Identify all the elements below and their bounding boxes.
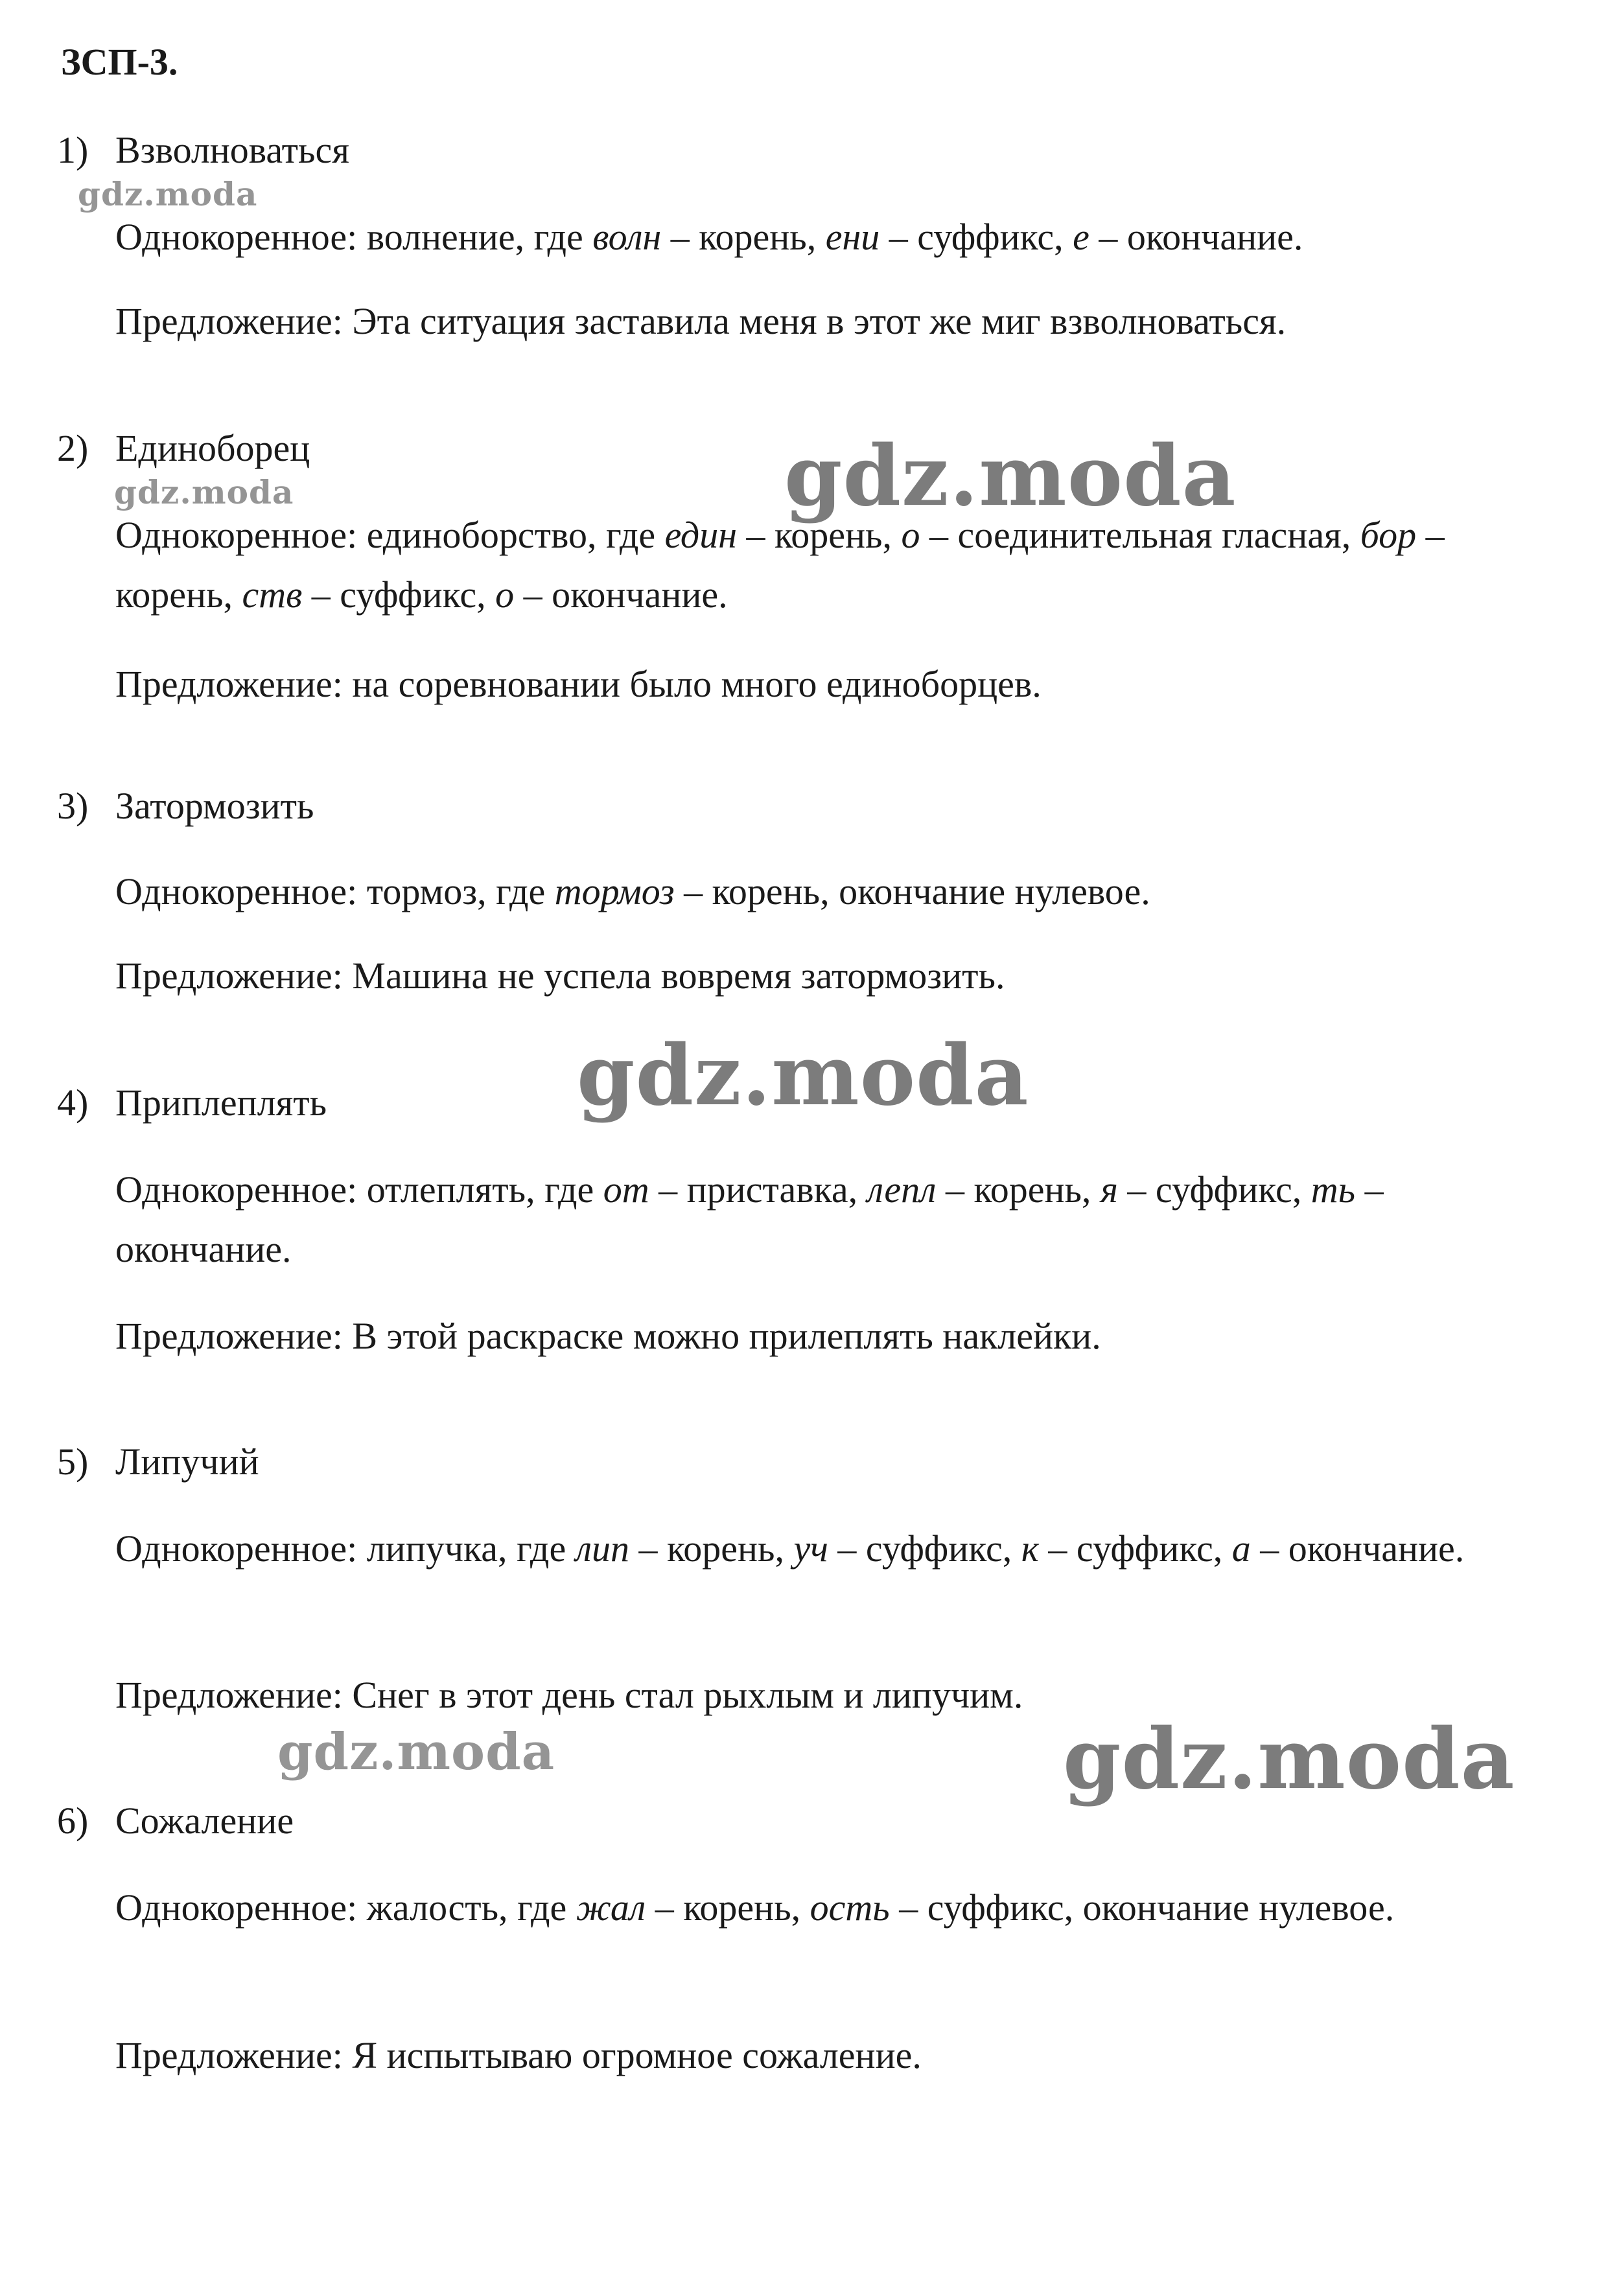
sentence-paragraph xyxy=(115,946,1561,1006)
morpheme: к xyxy=(1021,1527,1039,1570)
related-text: – суффикс, окончание нулевое. xyxy=(889,1886,1395,1929)
related-text: – окончание. xyxy=(514,574,728,616)
watermark: gdz.moda xyxy=(1063,1711,1515,1808)
morpheme: лепл xyxy=(867,1168,937,1211)
watermark: gdz.moda xyxy=(577,1027,1029,1124)
related-text: – окончание. xyxy=(1250,1527,1465,1570)
sentence-text: Эта ситуация заставила меня в этот же миг взволноваться. xyxy=(342,300,1287,342)
item-word: Сожаление xyxy=(115,1800,294,1842)
morpheme: ость xyxy=(810,1886,890,1929)
sentence-text: Машина не успела вовремя затормозить. xyxy=(342,955,1005,997)
related-label: Однокоренное: xyxy=(115,514,358,556)
sentence-text: Снег в этот день стал рыхлым и липучим. xyxy=(342,1674,1023,1716)
morpheme: лип xyxy=(575,1527,629,1570)
item-number: 3) xyxy=(57,785,89,827)
sentence-label: Предложение: xyxy=(115,1315,343,1357)
item-number: 6) xyxy=(57,1800,89,1842)
related-text: – суффикс, xyxy=(302,574,496,616)
item-word: Затормозить xyxy=(115,785,314,827)
related-text: – соединительная гласная, xyxy=(920,514,1360,556)
item-number: 5) xyxy=(57,1441,89,1483)
morpheme: един xyxy=(664,514,738,556)
sentence-paragraph xyxy=(115,292,1561,351)
watermark: gdz.moda xyxy=(784,428,1237,525)
related-text: – суффикс, xyxy=(1038,1527,1232,1570)
related-label: Однокоренное: xyxy=(115,1168,358,1211)
related-text: – корень, xyxy=(646,1886,810,1929)
related-text: – приставка, xyxy=(649,1168,867,1211)
morpheme: волн xyxy=(592,216,662,258)
page-title: ЗСП-3. xyxy=(61,41,178,83)
morpheme: е xyxy=(1073,216,1089,258)
morpheme: тормоз xyxy=(554,870,675,912)
related-text: единоборство, где xyxy=(357,514,665,556)
related-text: – корень, xyxy=(936,1168,1101,1211)
related-text: – суффикс, xyxy=(1117,1168,1311,1211)
morpheme: от xyxy=(603,1168,649,1211)
sentence-label: Предложение: xyxy=(115,663,343,705)
morpheme: а xyxy=(1231,1527,1251,1570)
watermark: gdz.moda xyxy=(114,473,294,511)
morpheme: о xyxy=(901,514,920,556)
morpheme: бор xyxy=(1360,514,1417,556)
related-label: Однокоренное: xyxy=(115,870,358,912)
related-text: – корень, окончание нулевое. xyxy=(674,870,1150,912)
morpheme: ств xyxy=(242,574,303,616)
item-number: 4) xyxy=(57,1082,89,1124)
related-text: – корень, xyxy=(115,514,1445,616)
related-text: липучка, где xyxy=(357,1527,576,1570)
morpheme: ени xyxy=(825,216,880,258)
related-label: Однокоренное: xyxy=(115,216,358,258)
morpheme: о xyxy=(495,574,515,616)
related-label: Однокоренное: xyxy=(115,1886,358,1929)
item-word: Приплеплять xyxy=(115,1082,327,1124)
sentence-text: Я испытываю огромное сожаление. xyxy=(342,2034,922,2076)
related-text: – окончание. xyxy=(115,1168,1384,1270)
related-text: – окончание. xyxy=(1089,216,1303,258)
related-text: тормоз, где xyxy=(357,870,555,912)
related-text: – суффикс, xyxy=(828,1527,1021,1570)
related-word-paragraph xyxy=(115,1878,1561,1938)
watermark: gdz.moda xyxy=(277,1722,555,1781)
morpheme: ть xyxy=(1311,1168,1356,1211)
related-word-paragraph xyxy=(115,1519,1561,1579)
sentence-text: В этой раскраске можно прилеплять наклейки. xyxy=(342,1315,1101,1357)
related-text: жалость, где xyxy=(357,1886,576,1929)
related-text: – корень, xyxy=(737,514,902,556)
item-number: 1) xyxy=(57,129,89,171)
related-word-paragraph xyxy=(115,207,1561,267)
sentence-paragraph xyxy=(115,2026,1561,2085)
related-word-paragraph xyxy=(115,1160,1561,1279)
item-word: Липучий xyxy=(115,1441,259,1483)
sentence-label: Предложение: xyxy=(115,1674,343,1716)
related-text: – корень, xyxy=(661,216,826,258)
item-number: 2) xyxy=(57,427,89,469)
related-text: – корень, xyxy=(629,1527,794,1570)
sentence-label: Предложение: xyxy=(115,955,343,997)
morpheme: уч xyxy=(793,1527,828,1570)
item-word: Единоборец xyxy=(115,427,310,469)
related-word-paragraph xyxy=(115,862,1561,922)
related-text: – суффикс, xyxy=(880,216,1073,258)
sentence-paragraph xyxy=(115,655,1561,714)
watermark: gdz.moda xyxy=(78,175,258,213)
item-word: Взволноваться xyxy=(115,129,349,171)
related-text: волнение, где xyxy=(357,216,593,258)
morpheme: жал xyxy=(576,1886,646,1929)
sentence-label: Предложение: xyxy=(115,300,343,342)
related-label: Однокоренное: xyxy=(115,1527,358,1570)
sentence-text: на соревновании было много единоборцев. xyxy=(342,663,1042,705)
sentence-label: Предложение: xyxy=(115,2034,343,2076)
related-text: отлеплять, где xyxy=(357,1168,603,1211)
morpheme: я xyxy=(1100,1168,1118,1211)
sentence-paragraph xyxy=(115,1306,1561,1366)
